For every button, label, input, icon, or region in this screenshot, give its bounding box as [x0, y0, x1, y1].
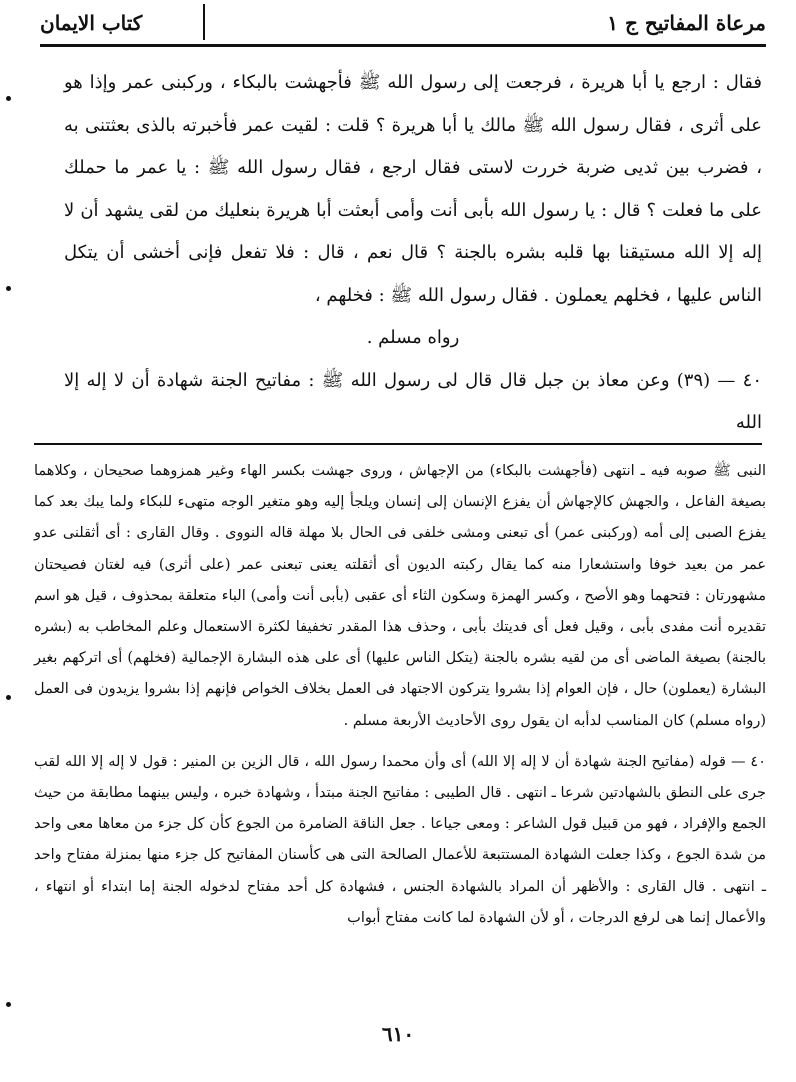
hadith-paragraph: فقال : ارجع يا أبا هريرة ، فرجعت إلى رسول الله ﷺ فأجهشت بالبكاء ، وركبنى عمر وإذا هو على أثرى ، فقال رسول الله ﷺ مالك يا أبا هريرة ؟ قلت : لقيت عمر فأخبرته بالذى بعثتنى به ، فضرب بين ثديى ضربة خررت لاستى فقال ارجع ، فقال رسول الله ﷺ : يا عمر ما حملك على ما فعلت ؟ قال : يا رسول الله بأبى أنت وأمى أبعثت أبا هريرة بنعليك من لقى يشهد أن لا إله إلا الله مستيقنا بها قلبه بشره بالجنة ؟ قال نعم ، قال : فلا تفعل فإنى أخشى أن يتكل الناس عليها ، فخلهم يعملون . فقال رسول الله ﷺ : فخلهم ، [64, 72, 762, 306]
margin-dot [6, 286, 11, 291]
running-header [40, 4, 766, 42]
margin-dot [6, 1002, 11, 1007]
chapter-title: كتاب الايمان [40, 11, 143, 35]
commentary-paragraph-2: ٤٠ — قوله (مفاتيح الجنة شهادة أن لا إله إلا الله) أى وأن محمدا رسول الله ، قال الزين بن المنير : قول لا إله إلا الله لقب جرى على النطق بالشهادتين شرعا ـ انتهى . قال الطيبى : مفاتيح الجنة مبتدأ ، وشهادة خبره ، وليس بينهما مطابقة من حيث الجمع والإفراد ، فهو من قبيل قول الشاعر : ومعى جياعا . جعل الناقة الضامرة من الجوع كأن كل جزء من معاها معى واحد من شدة الجوع ، وكذا جعلت الشهادة المستتبعة للأعمال الصالحة التى هى كأسنان المفاتيح كل جزء منها بمنزلة مفتاح واحد ـ انتهى . قال القارى : والأظهر أن المراد بالشهادة الجنس ، فشهادة كل أحد مفتاح لدخوله الجنة إما ابتداء أو انتهاء ، والأعمال إنما هى لرفع الدرجات ، أو لأن الشهادة لما كانت مفتاح أبواب [34, 753, 766, 926]
commentary-paragraph-1: النبى ﷺ صوبه فيه ـ انتهى (فأجهشت بالبكاء) من الإجهاش ، وروى جهشت بكسر الهاء وغير همزوهما صحيحان ، وكلاهما بصيغة الفاعل ، والجهش كالإجهاش أن يفزع الإنسان إلى إنسان ويلجأ إليه وهو متغير الوجه متهىء للبكاء ولما يبك بعد كما يفزع الصبى إلى أمه (وركبنى عمر) أى تبعنى ومشى خلفى فى الحال بلا مهلة قاله النووى . وقال القارى : أى أثقلنى عدو عمر من بعيد خوفا واستشعارا منه كما يقال ركبته الديون أى أثقلته يعنى تبعنى عمر (على أثرى) فيه لغتان فصيحتان مشهورتان : فتحهما وهو الأصح ، وكسر الهمزة وسكون الثاء أى عقبى (بأبى أنت وأمى) الباء متعلقة بمحذوف ، قيل هو اسم تقديره أنت مفدى بأبى ، وقيل فعل أى فديتك بأبى ، وحذف هذا المقدر تخفيفا لكثرة الاستعمال وعلم المخاطب به (بشره بالجنة) بصيغة الماضى أى من لقيه بشره بالجنة (يتكل الناس عليها) أى على هذه البشارة الإجمالية (فخلهم) أى اتركهم بغير البشارة (يعملون) حال ، فإن العوام إذا بشروا يتركون الاجتهاد فى العمل بخلاف الخواص فإنهم إذا بشروا يزيدون فى العمل (رواه مسلم) كان المناسب لدأبه ان يقول روى الأحاديث الأربعة مسلم . [34, 463, 766, 729]
hadith-text [64, 62, 762, 445]
hadith-40: ٤٠ — (٣٩) وعن معاذ بن جبل قال قال لى رسول الله ﷺ : مفاتيح الجنة شهادة أن لا إله إلا الله [64, 369, 762, 433]
book-title: مرعاة المفاتيح ج ١ [607, 11, 766, 35]
narration-note: رواه مسلم . [366, 327, 460, 348]
commentary [34, 456, 766, 934]
margin-dot [6, 695, 11, 700]
page-number: ٦١٠ [381, 1022, 415, 1046]
header-divider [203, 4, 205, 40]
header-rule [40, 44, 766, 47]
section-rule [34, 443, 762, 445]
margin-dot [6, 96, 11, 101]
